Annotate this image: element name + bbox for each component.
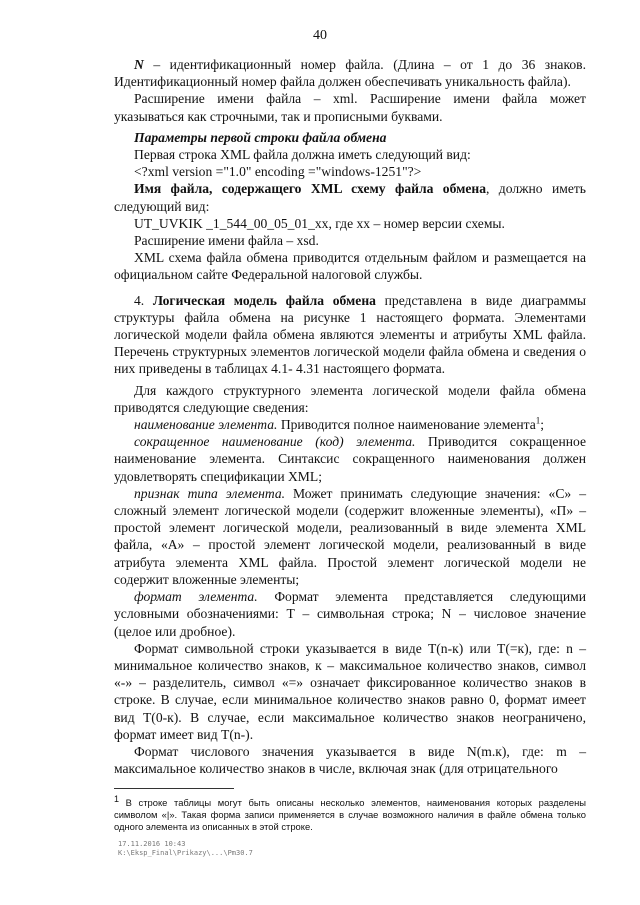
print-stamp <box>118 840 253 858</box>
paragraph-extension: Расширение имени файла – xml. Расширение имени файла может указываться как строчными, так и прописными буквами. <box>114 91 586 124</box>
paragraph-schema-publication: XML схема файла обмена приводится отдельным файлом и размещается на официальном сайте Федеральной налоговой службы. <box>114 250 586 283</box>
paragraph-info-list: Для каждого структурного элемента логической модели файла обмена приводятся следующие сведения: <box>114 382 586 415</box>
stamp-path: K:\Eksp_Final\Prikazy\...\Pm30.7 <box>118 849 253 857</box>
page-number: 40 <box>313 28 327 43</box>
paragraph-text: Может принимать следующие значения: «С» – сложный элемент логической модели (содержит вложенные элементы), «П» – простой элемент логической модели, реализованный в виде элемента XML файла, «А» – простой элемент логической модели, реализованный в виде атрибута элемента XML файла. Простой элемент логической модели не содержит вложенные элементы; <box>114 485 586 587</box>
paragraph-text-end: ; <box>540 417 545 433</box>
paragraph-schema-name <box>114 180 586 214</box>
footnote-ref: 1 <box>535 415 541 426</box>
paragraph-text: Приводится полное наименование элемента <box>277 417 536 433</box>
stamp-date: 17.11.2016 10:43 <box>118 840 186 848</box>
paragraph-number-format: Формат числового значения указывается в виде N(m.к), где: m – максимальное количество знаков в числе, включая знак (для отрицательного <box>114 743 586 777</box>
logical-model-bold: Логическая модель файла обмена <box>152 292 376 308</box>
paragraph-file-id <box>114 56 586 90</box>
term-element-code: сокращенное наименование (код) элемента. <box>134 434 416 450</box>
footnote-divider <box>114 788 234 789</box>
schema-name-bold: Имя файла, содержащего XML схему файла обмена <box>134 181 487 197</box>
term-element-name: наименование элемента. <box>134 417 278 433</box>
schema-filename: UT_UVKIK _1_544_00_05_01_xx, где xx – номер версии схемы. <box>134 215 505 231</box>
xml-declaration: <?xml version ="1.0" encoding ="windows-1251"?> <box>134 164 422 180</box>
paragraph-text: – идентификационный номер файла. (Длина – от 1 до 36 знаков. Идентификационный номер файла должен обеспечивать уникальность файла). <box>114 57 586 90</box>
paragraph-logical-model <box>114 292 586 378</box>
paragraph-element-code <box>114 433 586 485</box>
paragraph-element-format <box>114 588 586 640</box>
var-n: N <box>134 57 144 72</box>
paragraph-first-line: Первая строка XML файла должна иметь следующий вид: <box>134 147 471 163</box>
item-number: 4. <box>134 292 153 308</box>
footnote-mark: 1 <box>114 793 120 804</box>
term-element-type: признак типа элемента. <box>134 485 286 501</box>
paragraph-text: Формат элемента представляется следующими условными обозначениями: Т – символьная строка; N – числовое значение (целое или дробное). <box>114 589 586 639</box>
paragraph-element-type <box>114 485 586 588</box>
term-element-format: формат элемента. <box>134 589 258 605</box>
paragraph-text: Приводится сокращенное наименование элемента. Синтаксис сокращенного наименования должен удовлетворять спецификации XML; <box>114 434 586 484</box>
footnote-text: В строке таблицы могут быть описаны несколько элементов, наименования которых разделены символом «|». Такая форма записи применяется в случае возможного наличия в файле обмена только одного элемента из описанных в этой строке. <box>114 797 586 832</box>
schema-extension: Расширение имени файла – xsd. <box>134 233 319 249</box>
paragraph-element-name <box>114 416 586 433</box>
footnote <box>114 793 586 833</box>
section-heading-first-line: Параметры первой строки файла обмена <box>134 129 387 145</box>
paragraph-text: , должно иметь следующий вид: <box>114 181 586 214</box>
document-body <box>114 56 586 777</box>
paragraph-string-format: Формат символьной строки указывается в виде Т(n-к) или Т(=к), где: n – минимальное количество знаков, к – максимальное количество знаков, символ «-» – разделитель, символ «=» означает фиксированное количество знаков в строке. В случае, если минимальное количество знаков равно 0, формат имеет вид Т(0-к). В случае, если максимальное количество знаков неограничено, формат имеет вид Т(n-). <box>114 640 586 742</box>
paragraph-text: представлена в виде диаграммы структуры файла обмена на рисунке 1 настоящего формата. Элементами логической модели файла обмена являются элементы и атрибуты XML файла. Перечень структурных элементов логической модели файла обмена и сведения о них приведены в таблицах 4.1- 4.31 настоящего формата. <box>114 292 586 377</box>
